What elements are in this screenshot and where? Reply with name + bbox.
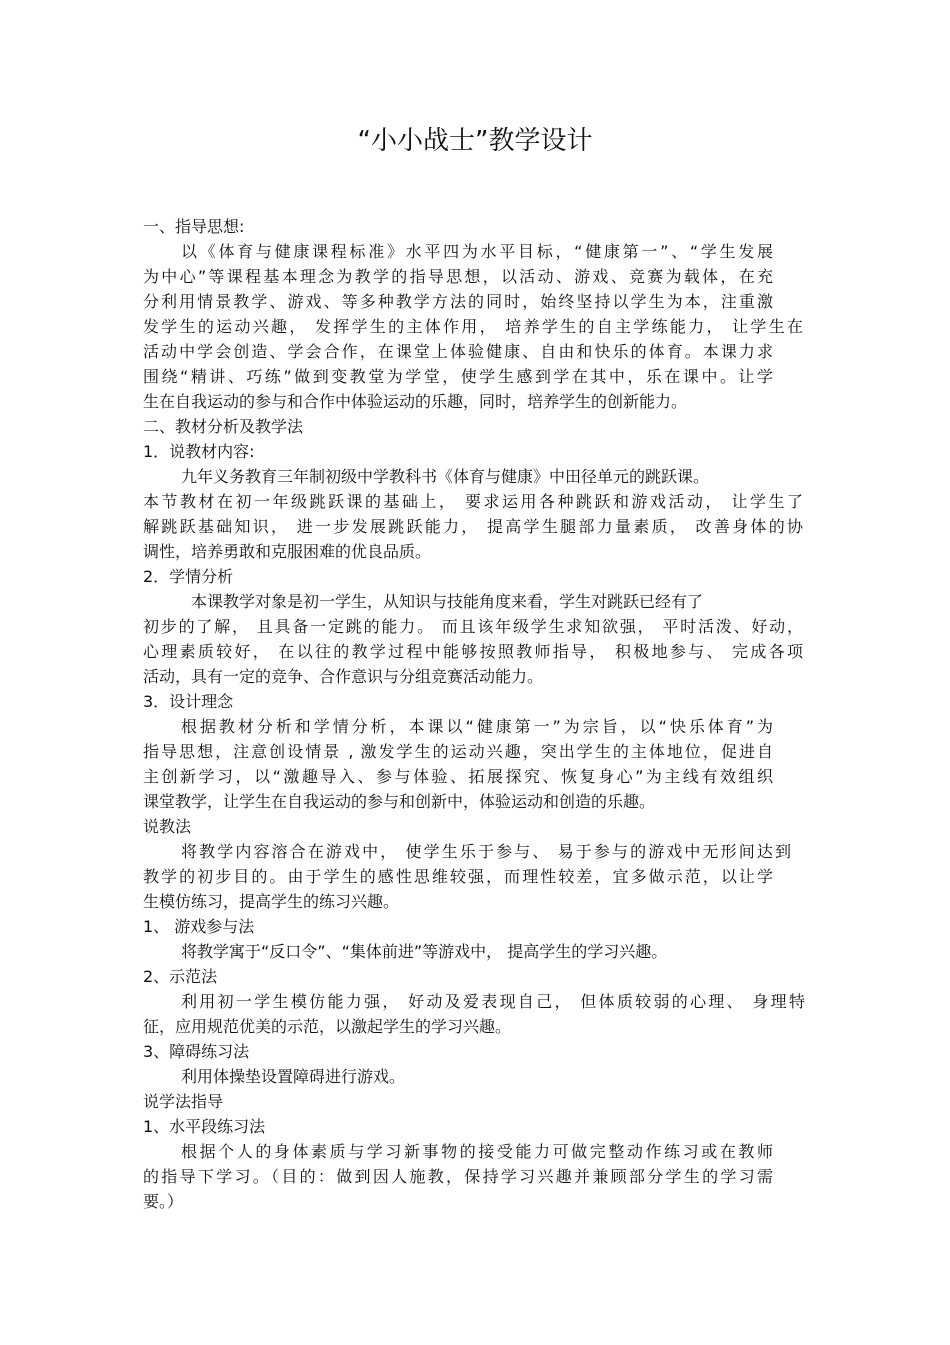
text-line: 生模仿练习，提高学生的练习兴趣。	[143, 892, 400, 911]
text-line: 1．说教材内容:	[143, 442, 255, 461]
text-line: 利用初一学生模仿能力强， 好动及爱表现自己， 但体质较弱的心理、 身理特	[181, 992, 805, 1011]
text-line: 利用体操垫设置障碍进行游戏。	[181, 1067, 406, 1086]
text-line: 说教法	[143, 817, 192, 836]
text-line: 要。）	[143, 1192, 184, 1211]
text-line: 以《体育与健康课程标准》水平四为水平目标，“健康第一”、“学生发展	[181, 242, 773, 261]
text-line: 课堂教学，让学生在自我运动的参与和创新中，体验运动和创造的乐趣。	[143, 792, 656, 811]
text-line: 解跳跃基础知识， 进一步发展跳跃能力， 提高学生腿部力量素质， 改善身体的协	[143, 517, 803, 536]
text-line: 征，应用规范优美的示范，以激起学生的学习兴趣。	[143, 1017, 512, 1036]
text-line: 调性，培养勇敢和克服困难的优良品质。	[143, 542, 432, 561]
document-title: “小小战士”教学设计	[357, 126, 593, 156]
text-line: 1、水平段练习法	[143, 1117, 266, 1136]
text-line: 指导思想，注意创设情景 , 激发学生的运动兴趣，突出学生的主体地位，促进自	[143, 742, 773, 761]
text-line: 根据个人的身体素质与学习新事物的接受能力可做完整动作练习或在教师	[181, 1142, 773, 1161]
text-line: 将教学内容溶合在游戏中， 使学生乐于参与、 易于参与的游戏中无形间达到	[181, 842, 791, 861]
text-line: 2．学情分析	[143, 567, 234, 586]
text-line: 主创新学习，以“激趣导入、参与体验、拓展探究、恢复身心”为主线有效组织	[143, 767, 773, 786]
text-line: 为中心”等课程基本理念为教学的指导思想，以活动、游戏、竞赛为载体，在充	[143, 267, 773, 286]
text-line: 说学法指导	[143, 1092, 224, 1111]
text-line: 活动中学会创造、学会合作，在课堂上体验健康、自由和快乐的体育。本课力求	[143, 342, 773, 361]
text-line: 二、教材分析及教学法	[143, 417, 304, 436]
text-line: 本课教学对象是初一学生，从知识与技能角度来看，学生对跳跃已经有了	[191, 592, 704, 611]
text-line: 根据教材分析和学情分析，本课以“健康第一”为宗旨，以“快乐体育”为	[181, 717, 773, 736]
text-line: 分利用情景教学、游戏、等多种教学方法的同时，始终坚持以学生为本，注重激	[143, 292, 773, 311]
text-line: 将教学寓于“反口令”、“集体前进”等游戏中， 提高学生的学习兴趣。	[181, 942, 668, 961]
text-line: 发学生的运动兴趣， 发挥学生的主体作用， 培养学生的自主学练能力， 让学生在	[143, 317, 803, 336]
text-line: 3．设计理念	[143, 692, 234, 711]
text-line: 初步的了解， 且具备一定跳的能力。 而且该年级学生求知欲强， 平时活泼、好动，	[143, 617, 803, 636]
text-line: 生在自我运动的参与和合作中体验运动的乐趣，同时，培养学生的创新能力。	[143, 392, 688, 411]
text-line: 活动，具有一定的竞争、合作意识与分组竞赛活动能力。	[143, 667, 544, 686]
text-line: 心理素质较好， 在以往的教学过程中能够按照教师指导， 积极地参与、 完成各项	[143, 642, 803, 661]
text-line: 本节教材在初一年级跳跃课的基础上， 要求运用各种跳跃和游戏活动， 让学生了	[143, 492, 803, 511]
text-line: 3、障碍练习法	[143, 1042, 250, 1061]
text-line: 的指导下学习。（目的：做到因人施教，保持学习兴趣并兼顾部分学生的学习需	[143, 1167, 773, 1186]
text-line: 教学的初步目的。由于学生的感性思维较强，而理性较差，宜多做示范，以让学	[143, 867, 773, 886]
text-line: 一、指导思想:	[143, 217, 245, 236]
text-line: 2、示范法	[143, 967, 218, 986]
text-line: 九年义务教育三年制初级中学教科书《体育与健康》中田径单元的跳跃课。	[181, 467, 710, 486]
text-line: 1、 游戏参与法	[143, 917, 255, 936]
text-line: 围绕“精讲、巧练”做到变教堂为学堂，使学生感到学在其中，乐在课中。让学	[143, 367, 773, 386]
